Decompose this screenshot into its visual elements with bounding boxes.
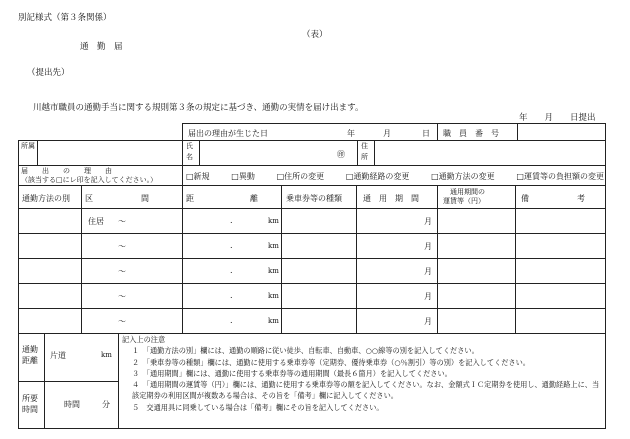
row-decimal: . xyxy=(230,266,233,275)
instruction-item: ５ 交通用具に同乗している場合は「備考」欄にその旨を記入してください。 xyxy=(132,402,384,412)
row-km: km xyxy=(268,242,279,250)
department-label: 所属 xyxy=(21,142,35,150)
hours-unit: 時間 xyxy=(64,400,80,409)
header-fare-line2: 運賃等（円） xyxy=(443,197,485,205)
row-start-label: 住居 xyxy=(88,217,104,226)
page-title: 通 勤 届 xyxy=(80,42,123,52)
row-km: km xyxy=(268,267,279,275)
reason-date-label: 届出の理由が生じた日 xyxy=(188,129,268,138)
row-month: 月 xyxy=(424,292,432,301)
row-tilde: ～ xyxy=(118,242,126,251)
commute-distance-label-1: 通勤 xyxy=(22,345,38,354)
statement: 川越市職員の通勤手当に関する規則第３条の規定に基づき、通勤の実情を届け出ます。 xyxy=(33,103,364,113)
reason-option-route-change[interactable]: □通勤経路の変更 xyxy=(345,172,410,181)
row-km: km xyxy=(268,317,279,325)
staff-number-field[interactable] xyxy=(518,124,604,139)
reason-day-label: 日 xyxy=(422,129,430,138)
instruction-item: ４ 「通用期間の運賃等（円）」欄には、通勤に使用する乗車券等の額を記入してください。なお、金額式ＩＣ定期券を使用し、通勤経路上に、当該定期券の利用区間が複数ある場合は、その旨を「備考」欄に記入してください。 xyxy=(132,380,600,401)
reason-option-method-change[interactable]: □通勤方法の変更 xyxy=(431,172,495,181)
row-tilde: ～ xyxy=(118,217,126,226)
header-method: 通勤方法の別 xyxy=(22,194,70,203)
one-way-km-unit: km xyxy=(101,351,112,359)
address-label: 住所 xyxy=(361,142,368,161)
reason-option-new[interactable]: □新規 xyxy=(186,172,210,181)
row-km: km xyxy=(268,217,279,225)
one-way-label: 片道 xyxy=(50,351,66,360)
row-decimal: . xyxy=(230,291,233,300)
reason-options xyxy=(186,171,604,182)
row-tilde: ～ xyxy=(118,317,126,326)
row-decimal: . xyxy=(230,241,233,250)
address-field[interactable] xyxy=(375,141,604,164)
row-month: 月 xyxy=(424,217,432,226)
form-label: 別記様式（第３条関係） xyxy=(18,13,112,23)
row-tilde: ～ xyxy=(118,267,126,276)
row-decimal: . xyxy=(230,216,233,225)
instruction-item: ２ 「乗車券等の種類」欄には、通勤に使用する乗車券等（定期券、優待乗車券（○％割引）等の別）を記入してください。 xyxy=(132,357,530,367)
reason-option-fare-change[interactable]: □運賃等の負担額の変更 xyxy=(516,172,604,181)
instructions-title: 記入上の注意 xyxy=(122,335,166,344)
name-field[interactable] xyxy=(200,141,335,164)
reason-label: 届 出 の 理 由 xyxy=(21,167,112,175)
header-period: 通 用 期 間 xyxy=(363,194,419,203)
reason-month-label: 月 xyxy=(383,129,391,138)
header-distance: 距 離 xyxy=(186,194,258,203)
submit-to-label: （提出先） xyxy=(27,68,70,78)
submission-date: 年 月 日提出 xyxy=(519,113,596,123)
reason-option-transfer[interactable]: □異動 xyxy=(231,172,255,181)
header-fare-line1: 通用期間の xyxy=(450,188,485,196)
row-decimal: . xyxy=(230,316,233,325)
name-label: 氏名 xyxy=(186,142,193,161)
commute-distance-label-2: 距離 xyxy=(22,356,38,365)
travel-time-label-1: 所要 xyxy=(22,394,38,403)
row-month: 月 xyxy=(424,317,432,326)
seal-mark: ㊞ xyxy=(337,150,345,159)
header-ticket-type: 乗車券等の種類 xyxy=(286,194,342,203)
reason-year-label: 年 xyxy=(347,129,355,138)
side-label: （表） xyxy=(302,30,328,40)
row-tilde: ～ xyxy=(118,292,126,301)
row-month: 月 xyxy=(424,267,432,276)
department-field[interactable] xyxy=(38,141,181,164)
instruction-item: １ 「通勤方法の別」欄には、通勤の順路に従い徒歩、自転車、自動車、○○線等の別を記入してください。 xyxy=(132,346,479,356)
header-section: 区 間 xyxy=(85,194,149,203)
travel-time-label-2: 時間 xyxy=(22,405,38,414)
minutes-unit: 分 xyxy=(102,400,110,409)
staff-number-label: 職 員 番 号 xyxy=(443,129,499,138)
reason-option-address-change[interactable]: □住所の変更 xyxy=(276,172,325,181)
row-month: 月 xyxy=(424,242,432,251)
row-km: km xyxy=(268,292,279,300)
header-remarks: 備 考 xyxy=(521,194,585,203)
instructions xyxy=(122,334,602,413)
instruction-item: ３ 「通用期間」欄には、通勤に使用する乗車券等の通用期間（最長６箇月）を記入してください。 xyxy=(132,368,452,378)
reason-sublabel: （該当する□にレ印を記入してください。） xyxy=(21,176,158,184)
